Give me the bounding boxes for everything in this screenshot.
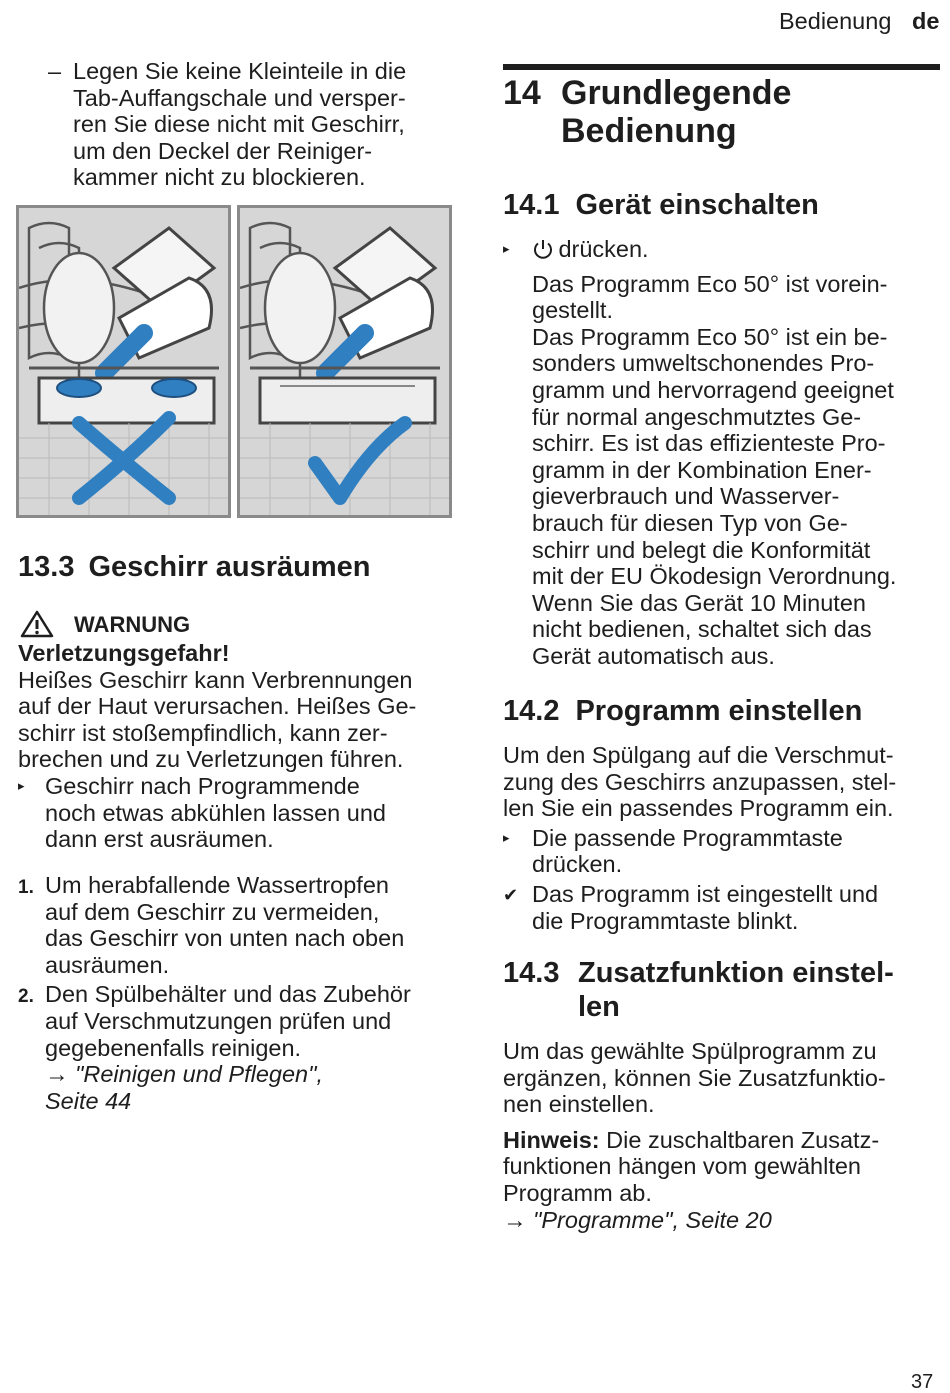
note-block [503, 1127, 943, 1233]
warning-label: WARNUNG [74, 612, 191, 637]
step-1 [18, 872, 458, 978]
intro-line: um den Deckel der Reiniger- [73, 137, 373, 164]
instruction-line: drücken. [532, 851, 623, 878]
bullet-triangle-icon: ▸ [503, 241, 510, 256]
note-line: funktionen hängen vom gewählten [503, 1153, 861, 1180]
section-14-2-body [503, 742, 943, 934]
section-title: Gerät einschalten [575, 189, 819, 221]
chapter-title-line1: Grundlegende [561, 74, 792, 112]
description-line: Das Programm Eco 50° ist vorein- [532, 270, 888, 297]
intro-line: kammer nicht zu blockieren. [73, 164, 366, 191]
bullet-triangle-icon: ▸ [18, 777, 25, 793]
cross-reference-link[interactable]: → "Programme", Seite 20 [503, 1206, 772, 1233]
intro-note [18, 58, 458, 191]
intro-line: Tab-Auffangschale und versper- [73, 84, 406, 111]
figure-correct-loading [237, 205, 452, 518]
description-line: nicht bedienen, schaltet sich das [532, 616, 872, 643]
description-line: für normal angeschmutztes Ge- [532, 403, 862, 430]
chapter-number: 14 [503, 74, 541, 112]
description-line: Gerät automatisch aus. [532, 642, 775, 669]
section-14-2-heading [503, 694, 862, 728]
page-number: 37 [911, 1371, 934, 1393]
result-line: Das Programm ist eingestellt und [532, 880, 879, 907]
section-number: 13.3 [18, 551, 75, 583]
correct-loading-illustration [240, 208, 449, 515]
chapter-title-line2: Bedienung [561, 112, 737, 150]
intro-text [18, 58, 458, 191]
step-number: 2. [18, 986, 34, 1008]
section-number: 14.3 [503, 957, 560, 989]
step-2 [18, 981, 458, 1114]
description-line: schirr und belegt die Konformität [532, 536, 871, 563]
paragraph-line: nen einstellen. [503, 1091, 655, 1118]
intro-dash: – [48, 58, 62, 84]
step-number: 1. [18, 877, 34, 898]
warning-line: brechen und zu Verletzungen führen. [18, 746, 404, 773]
description-line: gramm in der Kombination Ener- [532, 456, 872, 483]
checkmark-icon: ✔ [503, 884, 519, 905]
result-line: die Programmtaste blinkt. [532, 907, 799, 934]
section-number: 14.1 [503, 189, 560, 221]
step-line: gegebenenfalls reinigen. [45, 1034, 302, 1061]
instruction-line: dann erst ausräumen. [45, 826, 274, 853]
description-line: Das Programm Eco 50° ist ein be- [532, 323, 888, 350]
bullet-triangle-icon: ▸ [503, 829, 510, 845]
paragraph-line: Um das gewählte Spülprogramm zu [503, 1038, 877, 1064]
warning-text [18, 667, 458, 773]
step-line: ausräumen. [45, 951, 170, 978]
description-line: brauch für diesen Typ von Ge- [532, 509, 848, 536]
warning-line: schirr ist stoßempfindlich, kann zer- [18, 719, 388, 746]
cross-reference-page[interactable]: Seite 44 [45, 1087, 132, 1114]
section-14-3-heading [503, 956, 559, 990]
section-title: Geschirr ausräumen [88, 551, 371, 583]
power-step [503, 236, 943, 263]
warning-heading: Verletzungsgefahr! [18, 640, 230, 666]
cross-reference-link[interactable]: → "Reinigen und Pflegen", [45, 1061, 323, 1088]
section-14-3-title-line1: Zusatzfunktion einstel- [578, 957, 894, 989]
description-line: Wenn Sie das Gerät 10 Minuten [532, 589, 866, 616]
description-line: gestellt. [532, 297, 613, 324]
chapter-rule [503, 64, 940, 70]
section-14-3-title-line2: len [578, 991, 620, 1023]
section-13-3-heading [18, 550, 371, 584]
intro-line: Legen Sie keine Kleinteile in die [73, 58, 407, 84]
warning-line: Heißes Geschirr kann Verbrennungen [18, 666, 413, 693]
note-label: Hinweis: [503, 1126, 600, 1153]
paragraph-line: len Sie ein passendes Programm ein. [503, 795, 894, 822]
section-14-2-text [503, 742, 943, 822]
note-line: Programm ab. [503, 1179, 652, 1206]
description-line: mit der EU Ökodesign Verordnung. [532, 563, 897, 590]
section-14-1-body [503, 236, 943, 670]
header-section: Bedienung [779, 8, 892, 34]
section-title: Programm einstellen [575, 695, 863, 727]
description-line: schirr. Es ist das effizienteste Pro- [532, 430, 886, 457]
instruction-line: noch etwas abkühlen lassen und [45, 799, 386, 826]
program-button-step [503, 825, 943, 878]
paragraph-line: ergänzen, können Sie Zusatzfunktio- [503, 1064, 886, 1091]
warning-block [18, 610, 458, 853]
section-14-3-body [503, 1038, 943, 1233]
section-number: 14.2 [503, 695, 560, 727]
note-first-line: Die zuschaltbaren Zusatz- [599, 1126, 880, 1153]
instruction-line: Die passende Programmtaste [532, 824, 843, 851]
program-result [503, 881, 943, 934]
eco-program-description [503, 271, 943, 670]
figure-wrong-loading [16, 205, 231, 518]
step-line: auf dem Geschirr zu vermeiden, [45, 898, 380, 925]
step-line: das Geschirr von unten nach oben [45, 925, 405, 952]
intro-line: ren Sie diese nicht mit Geschirr, [73, 111, 405, 138]
warning-line: auf der Haut verursachen. Heißes Ge- [18, 693, 417, 720]
step-line: Um herabfallende Wassertropfen [45, 872, 389, 898]
warning-triangle-icon [20, 610, 54, 638]
instruction-line: Geschirr nach Programmende [45, 772, 360, 799]
step-line: Den Spülbehälter und das Zubehör [45, 981, 411, 1008]
paragraph-line: Um den Spülgang auf die Verschmut- [503, 742, 894, 768]
power-icon [532, 238, 554, 260]
section-14-1-heading [503, 188, 819, 222]
section-14-3-text [503, 1038, 943, 1118]
description-line: sonders umweltschonendes Pro- [532, 350, 875, 377]
description-line: gieverbrauch und Wasserver- [532, 483, 840, 510]
wrong-loading-illustration [19, 208, 228, 515]
header-language: de [912, 8, 940, 34]
paragraph-line: zung des Geschirrs anzupassen, stel- [503, 768, 897, 795]
power-step-text: drücken. [558, 236, 649, 262]
steps-list [18, 872, 458, 1114]
description-line: gramm und hervorragend geeignet [532, 376, 894, 403]
step-line: auf Verschmutzungen prüfen und [45, 1007, 392, 1034]
warning-instruction [18, 773, 458, 853]
